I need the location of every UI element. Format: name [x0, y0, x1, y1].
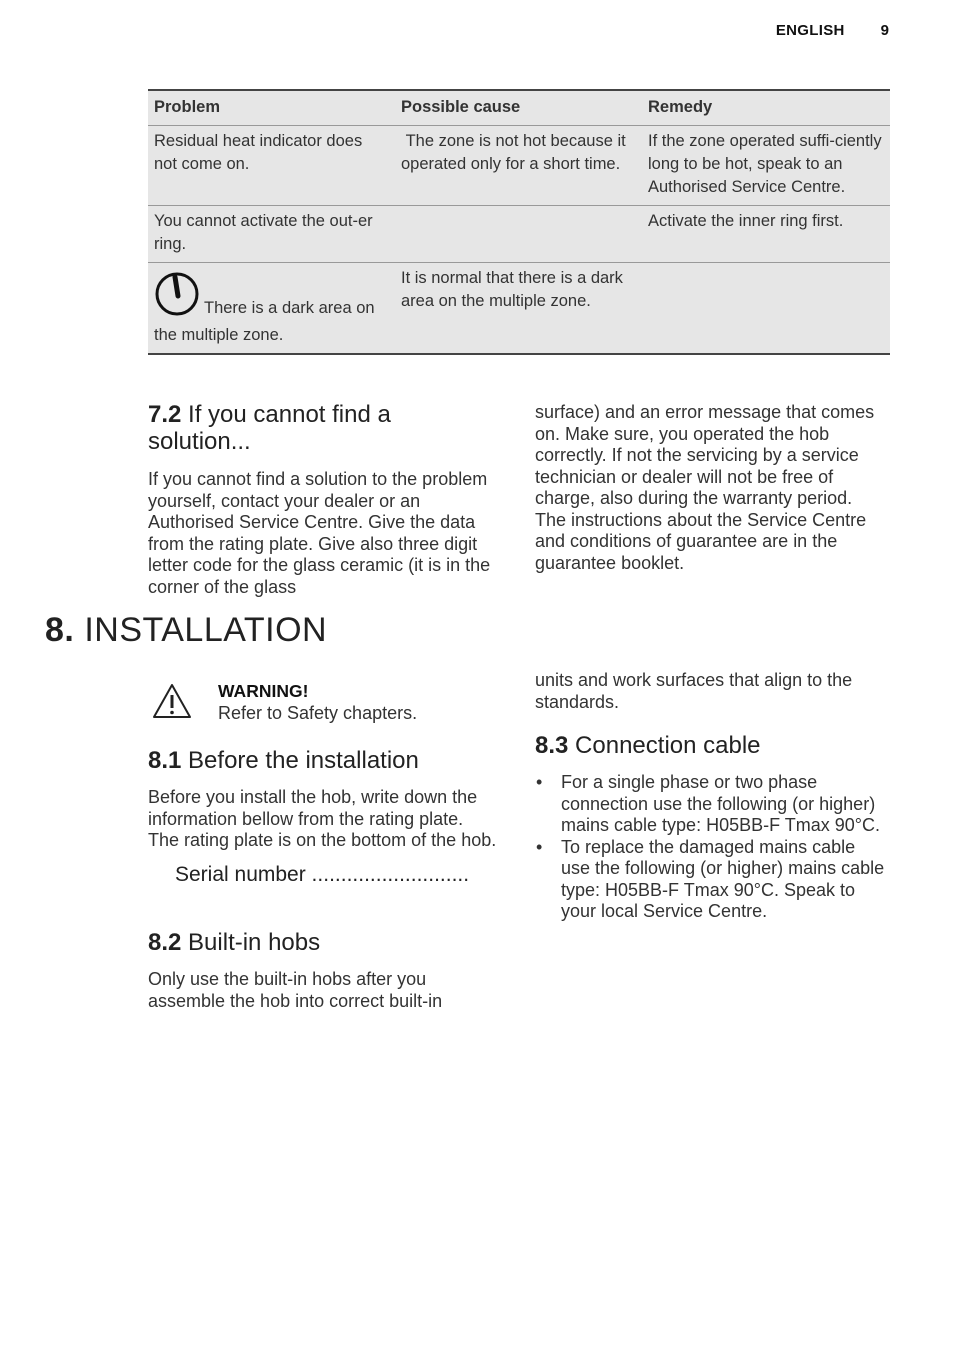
section-8-2-left	[148, 929, 498, 1012]
warning-text: Refer to Safety chapters.	[218, 703, 418, 723]
serial-number-line: Serial number ...........................	[175, 862, 470, 886]
language-label: ENGLISH	[775, 22, 845, 39]
section-8-3	[535, 732, 885, 923]
section-heading	[535, 732, 885, 759]
problem-text: There is a dark area on the multiple zone.	[154, 299, 375, 344]
section-7-2-left	[148, 401, 498, 598]
remedy-cell	[642, 263, 890, 355]
section-number: 7.2	[148, 401, 182, 428]
table-header-row	[148, 90, 890, 126]
section-title: Before the installation	[188, 747, 419, 774]
list-item: • To replace the damaged mains cable use the following (or higher) mains cable type: H05BB-F Tmax 90°C. Speak to your local Service Centre.	[535, 837, 885, 923]
chapter-heading	[45, 611, 327, 650]
section-paragraph: Before you install the hob, write down the information bellow from the rating plate. The rating plate is on the bottom of the hob.	[148, 787, 497, 850]
section-paragraph: units and work surfaces that align to the standards.	[535, 670, 853, 712]
timer-icon	[154, 271, 200, 324]
bullet-list	[535, 772, 885, 923]
section-number: 8.1	[148, 747, 182, 774]
chapter-title: INSTALLATION	[84, 611, 328, 649]
table-row	[148, 263, 890, 355]
section-number: 8.2	[148, 929, 182, 956]
page-number: 9	[880, 22, 889, 39]
section-paragraph: Only use the built-in hobs after you assemble the hob into correct built-in	[148, 969, 443, 1011]
column-header-remedy: Remedy	[642, 90, 890, 126]
section-paragraph: If you cannot find a solution to the problem yourself, contact your dealer or an Authorised Service Centre. Give the data from the rating plate. Give also three digit letter code for the glass ceramic (it is in the corner of the glass	[148, 469, 491, 597]
chapter-number: 8.	[45, 611, 75, 649]
column-header-cause: Possible cause	[395, 90, 642, 126]
cause-cell: It is normal that there is a dark area on the multiple zone.	[395, 263, 642, 355]
remedy-cell: Activate the inner ring first.	[642, 206, 890, 263]
section-heading	[148, 747, 498, 774]
cause-cell	[395, 206, 642, 263]
section-8-2-right	[535, 670, 885, 713]
table-row	[148, 206, 890, 263]
list-item: • For a single phase or two phase connection use the following (or higher) mains cable type: H05BB-F Tmax 90°C.	[535, 772, 885, 837]
section-8-1	[148, 747, 498, 887]
section-number: 8.3	[535, 732, 569, 759]
warning-triangle-icon	[152, 682, 192, 725]
section-title: If you cannot find a solution...	[148, 401, 391, 455]
section-paragraph: surface) and an error message that comes on. Make sure, you operated the hob correctly. If not the servicing by a service technician or dealer will not be free of charge, also during the warranty period. The instructions about the Service Centre and conditions of guarantee are in the guarantee booklet.	[535, 402, 875, 573]
section-heading	[148, 929, 498, 956]
table-row	[148, 126, 890, 206]
problem-cell: Residual heat indicator does not come on.	[148, 126, 395, 206]
section-title: Connection cable	[575, 732, 761, 759]
remedy-cell: If the zone operated suffi-ciently long to be hot, speak to an Authorised Service Centre.	[642, 126, 890, 206]
section-7-2-right	[535, 402, 885, 574]
page-header	[776, 22, 889, 39]
troubleshooting-table	[148, 89, 890, 355]
problem-cell: You cannot activate the out-er ring.	[148, 206, 395, 263]
section-title: Built-in hobs	[188, 929, 321, 956]
column-header-problem: Problem	[148, 90, 395, 126]
warning-title: WARNING!	[218, 681, 309, 701]
cause-cell: The zone is not hot because it operated only for a short time.	[395, 126, 642, 206]
problem-cell	[148, 263, 395, 355]
section-heading	[148, 401, 498, 455]
